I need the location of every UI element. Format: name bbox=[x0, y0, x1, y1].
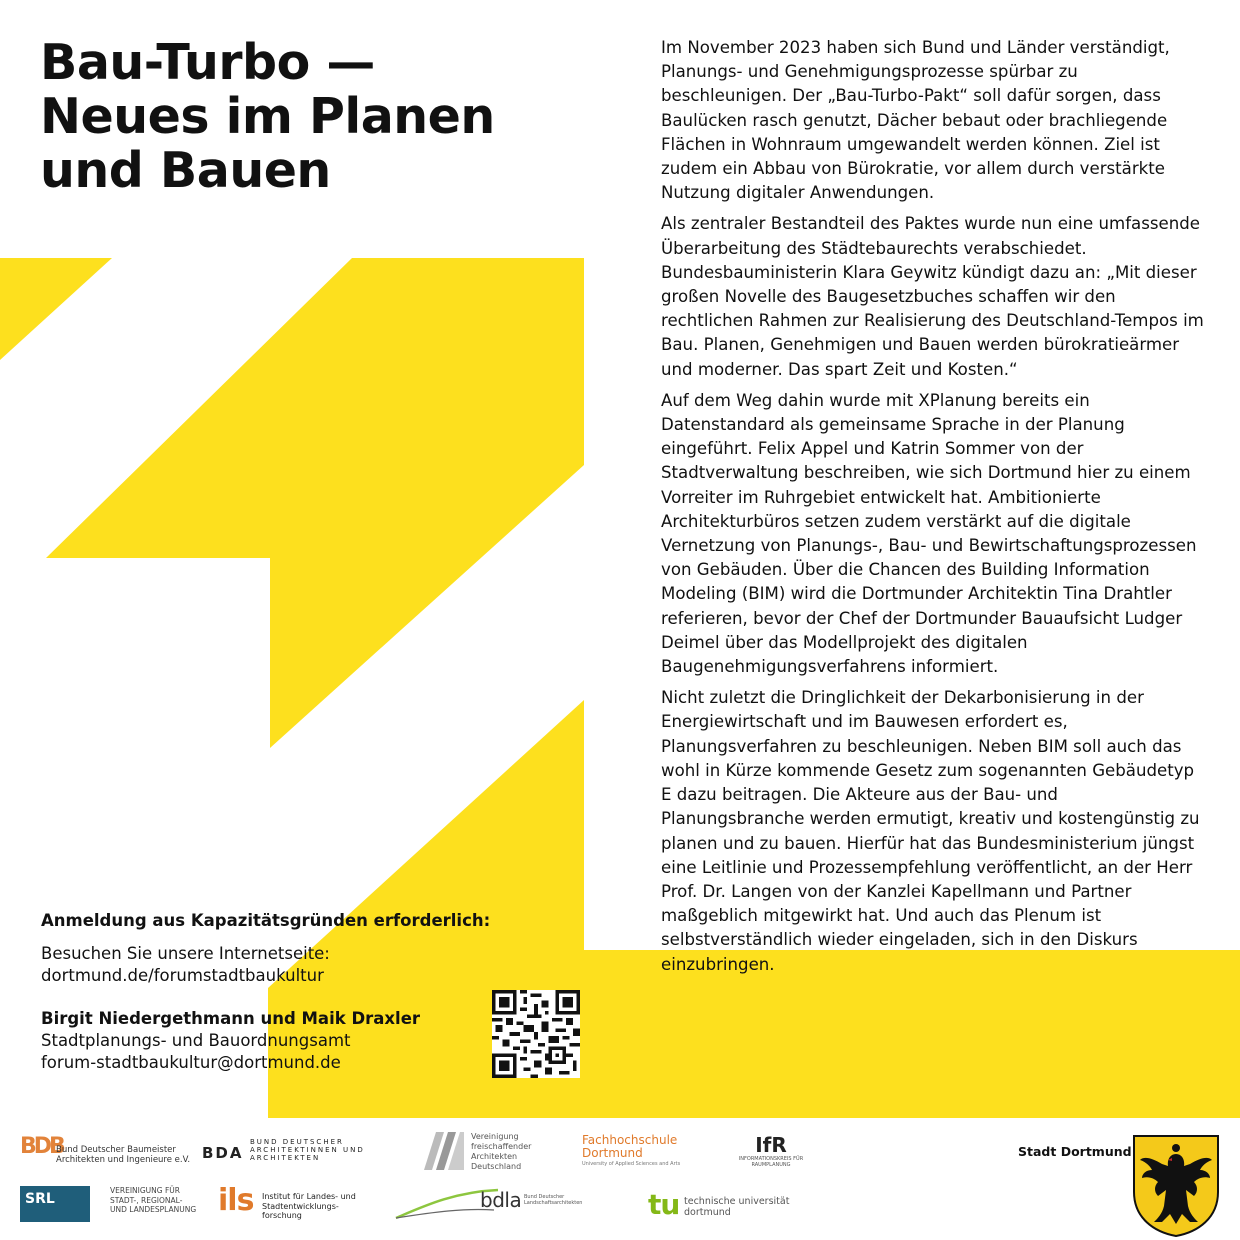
body-text bbox=[661, 36, 1206, 984]
visit-text: Besuchen Sie unsere Internetseite: bbox=[41, 944, 330, 963]
dortmund-eagle-crest-icon bbox=[1132, 1134, 1220, 1238]
tu-text: technische universität dortmund bbox=[684, 1196, 790, 1218]
email-link[interactable]: forum-stadtbaukultur@dortmund.de bbox=[41, 1053, 341, 1072]
fh-line-2: Dortmund bbox=[582, 1146, 643, 1160]
qr-code-icon[interactable] bbox=[492, 990, 580, 1078]
bda-logo bbox=[202, 1136, 365, 1170]
srl-mark: SRL bbox=[20, 1186, 90, 1222]
title-line-3: und Bauen bbox=[40, 142, 331, 199]
ifr-text: INFORMATIONSKREIS FÜR RAUMPLANUNG bbox=[738, 1156, 804, 1168]
fh-line-1: Fachhochschule bbox=[582, 1133, 678, 1147]
fh-line-3: University of Applied Sciences and Arts bbox=[582, 1161, 681, 1167]
srl-logo bbox=[20, 1186, 197, 1226]
yellow-corner-triangle bbox=[0, 258, 112, 360]
tu-mark: tu bbox=[648, 1188, 680, 1221]
bda-text: BUND DEUTSCHER ARCHITEKTINNEN UND ARCHITEKTEN bbox=[250, 1138, 365, 1162]
srl-text: VEREINIGUNG FÜR STADT-, REGIONAL- UND LANDESPLANUNG bbox=[110, 1186, 197, 1214]
paragraph-4: Nicht zuletzt die Dringlichkeit der Dekarbonisierung in der Energiewirtschaft und im Bauwesen erfordert es, Planungsverfahren zu beschleunigen. Neben BIM soll auch das wohl in Kürze kommende Gesetz zum sogenannten Gebäudetyp E dazu beitragen. Die Akteure aus der Bau- und Planungsbranche werden ermutigt, kreativ und kostengünstig zu planen und zu bauen. Hierfür hat das Bundesministerium jüngst eine Leitlinie und Prozessempfehlung veröffentlicht, an der Herr Prof. Dr. Langen von der Kanzlei Kapellmann und Partner maßgeblich mitgewirkt hat. Und auch das Plenum ist selbstverständlich wieder eingeladen, sich in den Diskurs einzubringen. bbox=[661, 688, 1200, 974]
stadt-dortmund-label: Stadt Dortmund bbox=[1018, 1144, 1132, 1159]
paragraph-3: Auf dem Weg dahin wurde mit XPlanung bereits ein Datenstandard als gemeinsame Sprache in der Planung eingeführt. Felix Appel und Katrin Sommer von der Stadtverwaltung beschreiben, wie sich Dortmund hier zu einem Vorreiter im Ruhrgebiet entwickelt hat. Ambitionierte Architekturbüros setzen zudem verstärkt auf die digitale Vernetzung von Planungs-, Bau- und Bewirtschaftungsprozessen von Gebäuden. Über die Chancen des Building Information Modeling (BIM) wird die Dortmunder Architektin Tina Drahtler referieren, bevor der Chef der Dortmunder Bauaufsicht Ludger Deimel über das Modellprojekt des digitalen Baugenehmigungsverfahrens informiert. bbox=[661, 390, 1197, 677]
bda-mark: BDA bbox=[202, 1144, 244, 1162]
fh-dortmund-logo bbox=[582, 1134, 702, 1170]
vfa-logo bbox=[424, 1132, 554, 1172]
ifr-logo bbox=[736, 1134, 806, 1174]
ifr-mark: IfR bbox=[755, 1133, 787, 1157]
contact-office: Stadtplanungs- und Bauordnungsamt bbox=[41, 1031, 351, 1050]
paragraph-1: Im November 2023 haben sich Bund und Länder verständigt, Planungs- und Genehmigungsprozesse spürbar zu beschleunigen. Der „Bau-Turbo-Pakt“ soll dafür sorgen, dass Baulücken rasch genutzt, Dächer bebaut oder brachliegende Flächen in Wohnraum umgewandelt werden können. Ziel ist zudem ein Abbau von Bürokratie, vor allem durch verstärkte Nutzung digitaler Anwendungen. bbox=[661, 38, 1170, 203]
title-line-1: Bau-Turbo — bbox=[40, 34, 375, 91]
bdla-mark: bdla bbox=[480, 1188, 522, 1212]
contact-names: Birgit Niedergethmann und Maik Draxler bbox=[41, 1009, 421, 1028]
bdb-text: Bund Deutscher Baumeister Architekten und Ingenieure e.V. bbox=[56, 1145, 191, 1165]
ils-logo bbox=[218, 1184, 368, 1224]
bdla-logo bbox=[394, 1186, 584, 1226]
vfa-mark-icon bbox=[424, 1132, 464, 1170]
title-line-2: Neues im Planen bbox=[40, 88, 495, 145]
tu-dortmund-logo bbox=[648, 1188, 808, 1222]
website-link[interactable]: dortmund.de/forumstadtbaukultur bbox=[41, 966, 324, 985]
bdb-mark: BDB bbox=[20, 1134, 63, 1159]
bdb-logo bbox=[20, 1134, 190, 1170]
yellow-bolt-upper-shape bbox=[46, 258, 584, 748]
footer-logos bbox=[0, 1118, 1240, 1240]
paragraph-2: Als zentraler Bestandteil des Paktes wurde nun eine umfassende Überarbeitung des Städtebaurechts verabschiedet. Bundesbauministerin Klara Geywitz kündigt dazu an: „Mit dieser großen Novelle des Baugesetzbuches schaffen wir den rechtlichen Rahmen zur Realisierung des Deutschland-Tempos im Bau. Planen, Genehmigen und Bauen werden bürokratieärmer und moderner. Das spart Zeit und Kosten.“ bbox=[661, 214, 1204, 379]
vfa-text: Vereinigung freischaffender Architekten Deutschland bbox=[471, 1132, 532, 1171]
page-title bbox=[40, 36, 600, 198]
ils-text: Institut für Landes- und Stadtentwicklungs- forschung bbox=[262, 1192, 356, 1220]
registration-note: Anmeldung aus Kapazitätsgründen erforderlich: bbox=[41, 911, 491, 930]
ils-mark: ils bbox=[218, 1183, 254, 1218]
bdla-text: Bund Deutscher Landschaftsarchitekten bbox=[524, 1194, 583, 1206]
